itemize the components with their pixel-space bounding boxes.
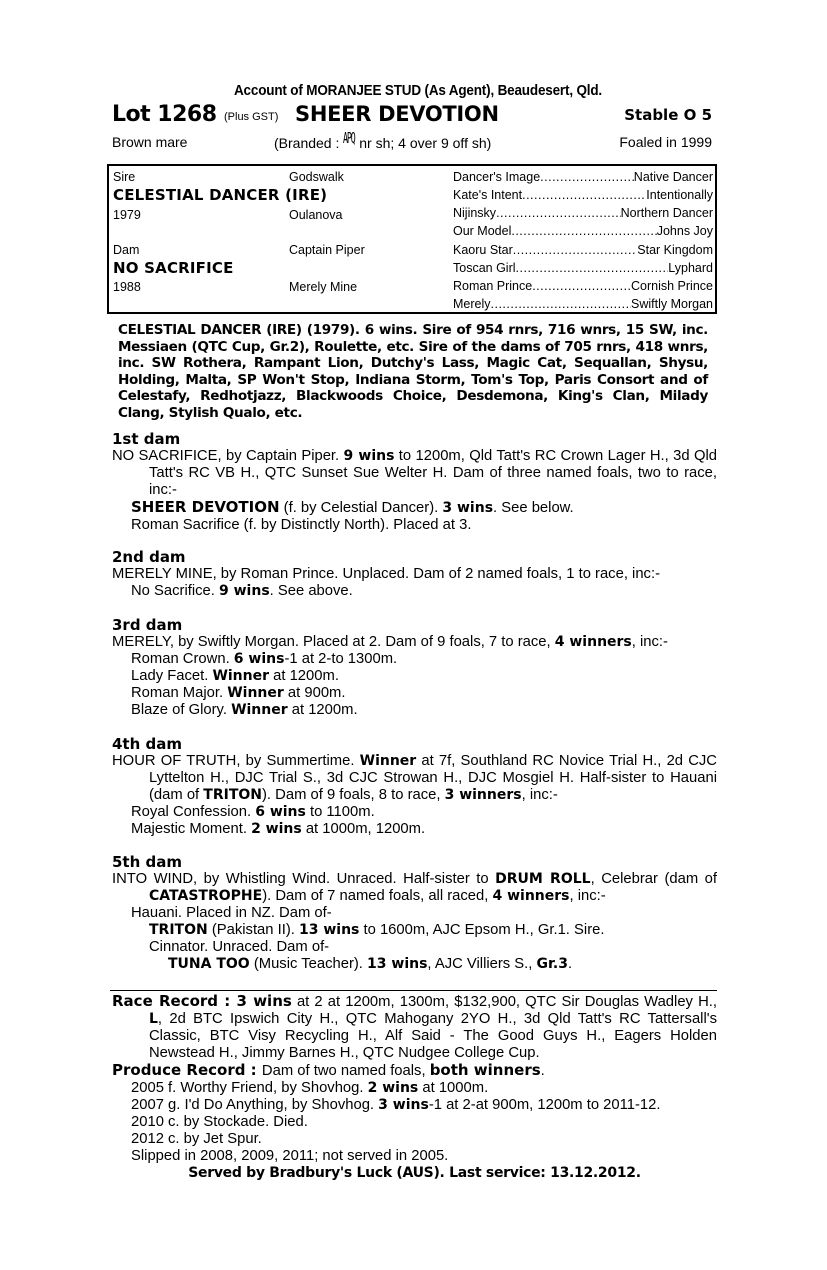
produce-record: Produce Record : Dam of two named foals, both winners. [112,1061,545,1079]
brand-mark-icon: APQ [343,129,355,147]
dam-heading: 3rd dam [112,616,183,634]
progeny-line: No Sacrifice. 9 wins. See above. [131,583,353,599]
third-gen-row: Nijinsky ..... Northern Dancer [453,205,713,221]
progeny-line: TRITON (Pakistan II). 13 wins to 1600m, AJC Epsom H., Gr.1. Sire. [149,922,605,938]
vendor-account: Account of MORANJEE STUD (As Agent), Beaudesert, Qld. [233,82,602,99]
stable-number: Stable O 5 [624,106,712,124]
third-gen-row: Dancer's Image ..... Native Dancer [453,169,713,185]
progeny-line: Cinnator. Unraced. Dam of- [149,939,330,955]
second-dam-section [112,548,717,600]
progeny-line: Blaze of Glory. Winner at 1200m. [131,702,358,718]
lot-line [112,102,716,128]
section-divider [110,990,717,991]
fourth-dam-section [112,735,717,838]
produce-item: 2007 g. I'd Do Anything, by Shovhog. 3 wins-1 at 2-at 900m, 1200m to 2011-12. [131,1097,661,1113]
fifth-dam-section [112,853,717,973]
third-dam-section [112,616,717,719]
brand-suffix: nr sh; 4 over 9 off sh) [359,135,492,151]
service-note: Served by Bradbury's Luck (AUS). Last service: 13.12.2012. [188,1165,641,1181]
produce-item: 2010 c. by Stockade. Died. [131,1114,308,1130]
lot-number: Lot 1268 [112,102,217,127]
plus-gst-note: (Plus GST) [224,111,279,123]
produce-item: 2012 c. by Jet Spur. [131,1131,262,1147]
horse-name: SHEER DEVOTION [295,102,499,126]
third-gen-row: Merely ..... Swiftly Morgan [453,296,713,312]
progeny-line: Roman Sacrifice (f. by Distinctly North). Placed at 3. [131,517,472,533]
produce-item: Slipped in 2008, 2009, 2011; not served in 2005. [131,1148,449,1164]
third-gen-row: Kate's Intent ..... Intentionally [453,187,713,203]
third-gen-row: Kaoru Star ..... Star Kingdom [453,242,713,258]
third-gen-row: Roman Prince ..... Cornish Prince [453,278,713,294]
third-gen-row: Toscan Girl ..... Lyphard [453,260,713,276]
dam-heading: 1st dam [112,430,181,448]
sire-label: Sire [113,170,136,184]
produce-item: 2005 f. Worthy Friend, by Shovhog. 2 wins at 1000m. [131,1080,489,1096]
dam-dam: Merely Mine [289,280,358,294]
sire-sire: Godswalk [289,170,344,184]
progeny-line: Roman Crown. 6 wins-1 at 2-to 1300m. [131,651,398,667]
catalogue-header [112,82,716,152]
foaled-year: Foaled in 1999 [619,134,712,150]
dam-paragraph: INTO WIND, by Whistling Wind. Unraced. Half-sister to DRUM ROLL, Celebrar (dam of CATASTROPHE). Dam of 7 named foals, all raced, 4 winners, inc:- [112,871,717,904]
pedigree-table [107,164,717,314]
sire-summary: CELESTIAL DANCER (IRE) (1979). 6 wins. Sire of 954 rnrs, 716 wnrs, 15 SW, inc. Messiaen (QTC Cup, Gr.2), Roulette, etc. Sire of the dams of 705 rnrs, 418 wnrs, inc. SW Rothera, Rampant Lion, Dutchy's Lass, Magic Cat, Sequallan, Shysu, Holding, Malta, SP Won't Stop, Indiana Storm, Tom's Top, Paris Consort and of Celestafy, Redhotjazz, Blackwoods Choice, Desdemona, King's Clan, Milady Clang, Stylish Qualo, etc. [118,322,708,421]
third-gen-row: Our Model ..... Johns Joy [453,223,713,239]
sire-dam: Oulanova [289,208,343,222]
sire-year: 1979 [113,208,141,222]
dam-heading: 4th dam [112,735,182,753]
brand-prefix: (Branded : [274,135,340,151]
sire-name: CELESTIAL DANCER (IRE) [113,186,328,204]
dam-paragraph: MERELY, by Swiftly Morgan. Placed at 2. Dam of 9 foals, 7 to race, 4 winners, inc:- [112,634,668,650]
dam-heading: 5th dam [112,853,182,871]
records-section [112,993,717,1182]
dam-heading: 2nd dam [112,548,186,566]
dam-label: Dam [113,243,140,257]
dam-year: 1988 [113,280,141,294]
dam-paragraph: HOUR OF TRUTH, by Summertime. Winner at 7f, Southland RC Novice Trial H., 2d CJC Lyttelton H., DJC Trial S., 3d CJC Strowan H., DJC Mosgiel H. Half-sister to Hauani (dam of TRITON). Dam of 9 foals, 8 to race, 3 winners, inc:- [112,753,717,803]
progeny-line: SHEER DEVOTION (f. by Celestial Dancer). 3 wins. See below. [131,498,574,516]
first-dam-section [112,430,717,534]
dam-paragraph: MERELY MINE, by Roman Prince. Unplaced. Dam of 2 named foals, 1 to race, inc:- [112,566,660,582]
brand-info [274,129,492,152]
colour-sex: Brown mare [112,134,188,150]
progeny-line: TUNA TOO (Music Teacher). 13 wins, AJC Villiers S., Gr.3. [168,956,573,972]
dam-name: NO SACRIFICE [113,259,234,277]
progeny-line: Royal Confession. 6 wins to 1100m. [131,804,375,820]
progeny-line: Hauani. Placed in NZ. Dam of- [131,905,332,921]
progeny-line: Roman Major. Winner at 900m. [131,685,346,701]
race-record: Race Record : 3 wins at 2 at 1200m, 1300m, $132,900, QTC Sir Douglas Wadley H., L, 2d BTC Ipswich City H., QTC Mahogany 2YO H., 3d Qld Tatt's RC Tattersall's Classic, BTC Visy Recycling H., Alf Said - The Good Guys H., Eagers Holden Newstead H., Jimmy Barnes H., QTC Nudgee College Cup. [112,992,717,1061]
progeny-line: Majestic Moment. 2 wins at 1000m, 1200m. [131,821,426,837]
dam-sire: Captain Piper [289,243,365,257]
description-line [112,130,716,152]
progeny-line: Lady Facet. Winner at 1200m. [131,668,339,684]
dam-paragraph: NO SACRIFICE, by Captain Piper. 9 wins to 1200m, Qld Tatt's RC Crown Lager H., 3d Qld Tatt's RC VB H., QTC Sunset Sue Welter H. Dam of three named foals, two to race, inc:- [112,448,717,498]
